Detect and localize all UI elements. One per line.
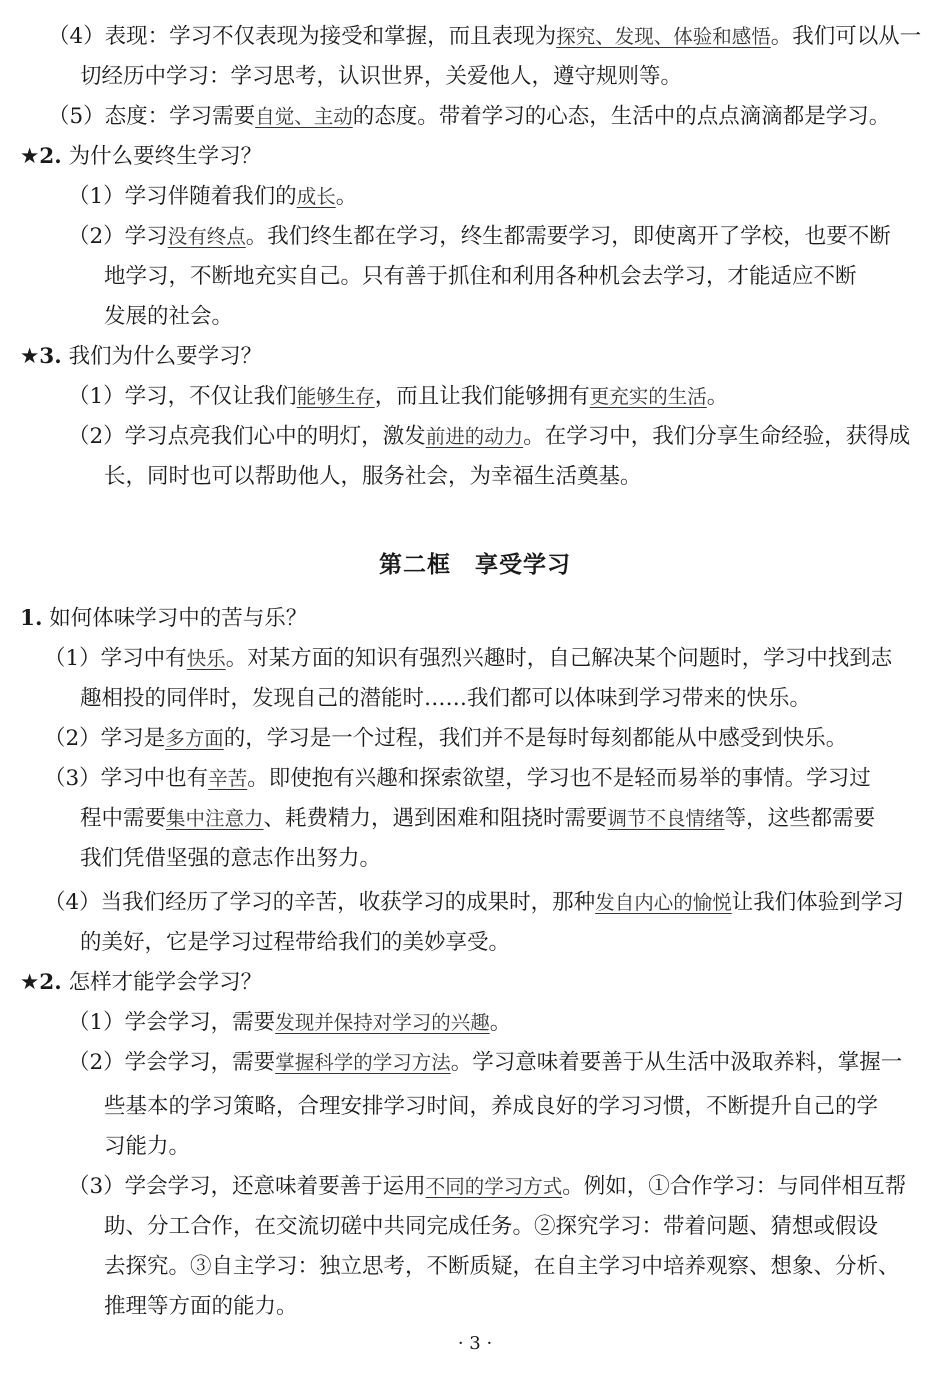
text-line: [80, 804, 875, 834]
answer-underline: 没有终点: [167, 225, 246, 248]
text-segment: 等，这些都需要: [724, 806, 876, 831]
star-icon: ★: [20, 344, 40, 369]
text-line: [44, 888, 904, 918]
answer-underline: 前进的动力: [425, 425, 524, 448]
text-segment: （1）学习，不仅让我们: [68, 384, 297, 409]
text-line: [44, 764, 871, 794]
text-segment: 。: [489, 1010, 512, 1035]
answer-underline: 快乐: [186, 647, 226, 670]
text-line: [68, 1048, 902, 1078]
star-icon: ★: [20, 970, 40, 995]
text-line: [80, 844, 381, 874]
answer-underline: 能够生存: [296, 385, 375, 408]
text-segment: 些基本的学习策略，合理安排学习时间，养成良好的学习习惯，不断提升自己的学: [104, 1094, 879, 1119]
question-number: 1.: [20, 606, 43, 631]
text-segment: 让我们体验到学习: [731, 890, 904, 915]
answer-underline: 辛苦: [208, 767, 248, 790]
text-segment: ，而且让我们能够拥有: [374, 384, 590, 409]
text-line: [68, 182, 357, 212]
section-title: 第二框 享受学习: [379, 551, 571, 578]
text-segment: 怎样才能学会学习？: [61, 970, 263, 995]
text-segment: 推理等方面的能力。: [104, 1294, 298, 1319]
text-segment: 我们为什么要学习？: [61, 344, 263, 369]
text-segment: 趣相投的同伴时，发现自己的潜能时……我们都可以体味到学习带来的快乐。: [80, 686, 812, 711]
text-line: [68, 222, 891, 252]
answer-underline: 掌握科学的学习方法: [275, 1051, 451, 1074]
answer-underline: 调节不良情绪: [607, 807, 725, 830]
text-line: [20, 604, 307, 634]
text-segment: 。: [335, 184, 358, 209]
text-segment: （1）学习伴随着我们的: [68, 184, 297, 209]
text-segment: 助、分工合作，在交流切磋中共同完成任务。②探究学习：带着问题、猜想或假设: [104, 1214, 879, 1239]
text-segment: 。在学习中，我们分享生命经验，获得成: [523, 424, 911, 449]
text-segment: （1）学习中有: [44, 646, 187, 671]
text-line: [44, 644, 892, 674]
answer-underline: 发现并保持对学习的兴趣: [275, 1011, 490, 1034]
text-segment: 程中需要: [80, 806, 167, 831]
text-segment: 发展的社会。: [104, 304, 234, 329]
text-segment: （2）学会学习，需要: [68, 1050, 276, 1075]
text-segment: 。例如，①合作学习：与同伴相互帮: [562, 1174, 907, 1199]
text-segment: （2）学习点亮我们心中的明灯，激发: [68, 424, 426, 449]
answer-underline: 集中注意力: [166, 807, 264, 830]
text-line: [68, 422, 910, 452]
page-number: · 3 ·: [457, 1333, 493, 1354]
text-segment: （5）态度：学习需要: [48, 104, 256, 129]
text-segment: 。对某方面的知识有强烈兴趣时，自己解决某个问题时，学习中找到志: [225, 646, 893, 671]
text-segment: （3）学会学习，还意味着要善于运用: [68, 1174, 426, 1199]
text-segment: （4）表现：学习不仅表现为接受和掌握，而且表现为: [48, 24, 557, 49]
text-segment: 习能力。: [104, 1134, 191, 1159]
text-segment: （2）学习: [68, 224, 168, 249]
text-segment: 。我们终生都在学习，终生都需要学习，即使离开了学校，也要不断: [245, 224, 891, 249]
answer-underline: 探究、发现、体验和感悟: [556, 25, 771, 48]
text-line: [104, 262, 857, 292]
text-line: [20, 142, 262, 172]
answer-underline: 成长: [296, 185, 336, 208]
text-segment: （1）学会学习，需要: [68, 1010, 276, 1035]
text-line: [48, 22, 921, 52]
answer-underline: 发自内心的愉悦: [595, 891, 732, 914]
text-line: [44, 724, 847, 754]
answer-underline: 不同的学习方式: [425, 1175, 563, 1198]
answer-underline: 更充实的生活: [589, 385, 707, 408]
text-line: [104, 1252, 900, 1282]
text-segment: 地学习，不断地充实自己。只有善于抓住和利用各种机会去学习，才能适应不断: [104, 264, 857, 289]
text-line: [104, 1132, 190, 1162]
text-segment: 切经历中学习：学习思考，认识世界，关爱他人，遵守规则等。: [80, 64, 683, 89]
text-segment: 。即使抱有兴趣和探索欲望，学习也不是轻而易举的事情。学习过: [247, 766, 871, 791]
text-segment: 去探究。③自主学习：独立思考，不断质疑，在自主学习中培养观察、想象、分析、: [104, 1254, 900, 1279]
text-segment: （3）学习中也有: [44, 766, 209, 791]
text-segment: 。学习意味着要善于从生活中汲取养料，掌握一: [450, 1050, 903, 1075]
text-line: [20, 968, 262, 998]
text-segment: 如何体味学习中的苦与乐？: [42, 606, 308, 631]
text-segment: 、耗费精力，遇到困难和阻挠时需要: [263, 806, 608, 831]
text-segment: 的美好，它是学习过程带给我们的美妙享受。: [80, 930, 511, 955]
text-line: [68, 1172, 906, 1202]
question-number: 2.: [39, 144, 62, 169]
answer-underline: 多方面: [165, 727, 224, 750]
text-line: [20, 342, 262, 372]
text-line: [104, 1092, 878, 1122]
text-segment: 。: [706, 384, 729, 409]
text-line: [48, 102, 890, 132]
text-segment: 的态度。带着学习的心态，生活中的点点滴滴都是学习。: [352, 104, 891, 129]
question-number: 3.: [39, 344, 62, 369]
text-segment: （4）当我们经历了学习的辛苦，收获学习的成果时，那种: [44, 890, 596, 915]
answer-underline: 自觉、主动: [255, 105, 353, 128]
question-number: 2.: [39, 970, 62, 995]
text-line: [68, 382, 728, 412]
text-segment: 我们凭借坚强的意志作出努力。: [80, 846, 382, 871]
text-line: [68, 1008, 511, 1038]
text-line: [80, 684, 811, 714]
text-line: [104, 302, 233, 332]
text-segment: 。我们可以从一: [770, 24, 922, 49]
text-line: [80, 62, 682, 92]
text-segment: 为什么要终生学习？: [61, 144, 263, 169]
text-segment: 长，同时也可以帮助他人，服务社会，为幸福生活奠基。: [104, 464, 642, 489]
text-segment: （2）学习是: [44, 726, 166, 751]
text-line: [104, 1292, 298, 1322]
text-line: [80, 928, 510, 958]
star-icon: ★: [20, 144, 40, 169]
text-line: [104, 1212, 878, 1242]
text-line: [104, 462, 642, 492]
text-segment: 的，学习是一个过程，我们并不是每时每刻都能从中感受到快乐。: [223, 726, 848, 751]
